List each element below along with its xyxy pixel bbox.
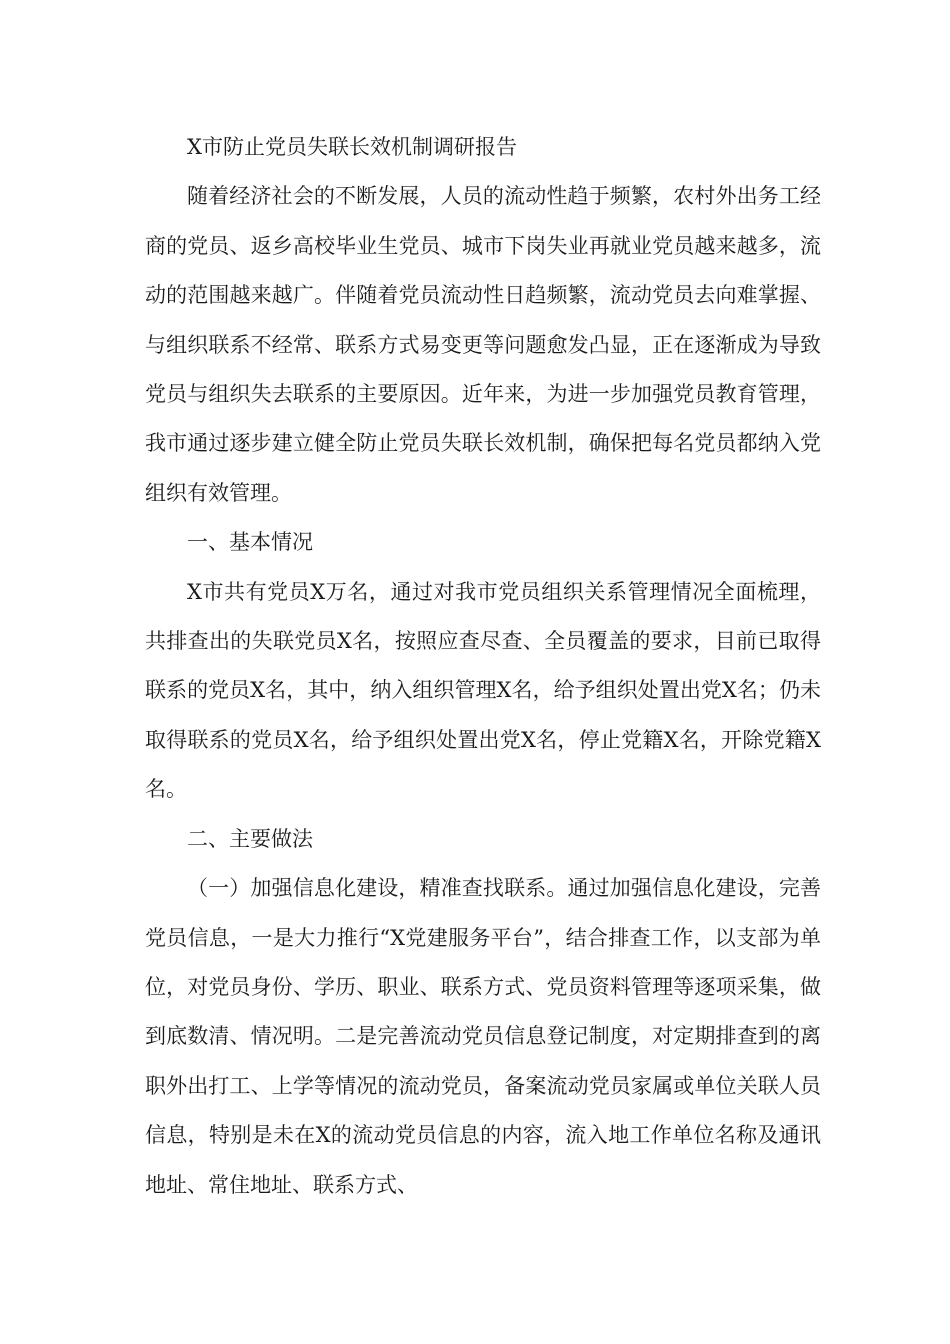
intro-paragraph: 随着经济社会的不断发展，人员的流动性趋于频繁，农村外出务工经商的党员、返乡高校毕业生党员、城市下岗失业再就业党员越来越多，流动的范围越来越广。伴随着党员流动性日趋频繁，流动党员去向难掌握、与组织联系不经常、联系方式易变更等问题愈发凸显，正在逐渐成为导致党员与组织失去联系的主要原因。近年来，为进一步加强党员教育管理，我市通过逐步建立健全防止党员失联长效机制，确保把每名党员都纳入党组织有效管理。 <box>145 184 821 505</box>
main-practices-paragraph: （一）加强信息化建设，精准查找联系。通过加强信息化建设，完善党员信息，一是大力推行“X党建服务平台”，结合排查工作，以支部为单位，对党员身份、学历、职业、联系方式、党员资料管理等逐项采集，做到底数清、情况明。二是完善流动党员信息登记制度，对定期排查到的离职外出打工、上学等情况的流动党员，备案流动党员家属或单位关联人员信息，特别是未在X的流动党员信息的内容，流入地工作单位名称及通讯地址、常住地址、联系方式、 <box>145 876 821 1197</box>
basic-situation-paragraph: X市共有党员X万名，通过对我市党员组织关系管理情况全面梳理，共排查出的失联党员X名，按照应查尽查、全员覆盖的要求，目前已取得联系的党员X名，其中，纳入组织管理X名，给予组织处置出党X名；仍未取得联系的党员X名，给予组织处置出党X名，停止党籍X名，开除党籍X名。 <box>145 579 821 802</box>
document-title: X市防止党员失联长效机制调研报告 <box>187 135 517 159</box>
section-heading-basic-situation: 一、基本情况 <box>187 530 313 555</box>
section-heading-main-practices: 二、主要做法 <box>187 826 313 851</box>
document-body <box>145 123 821 1210</box>
